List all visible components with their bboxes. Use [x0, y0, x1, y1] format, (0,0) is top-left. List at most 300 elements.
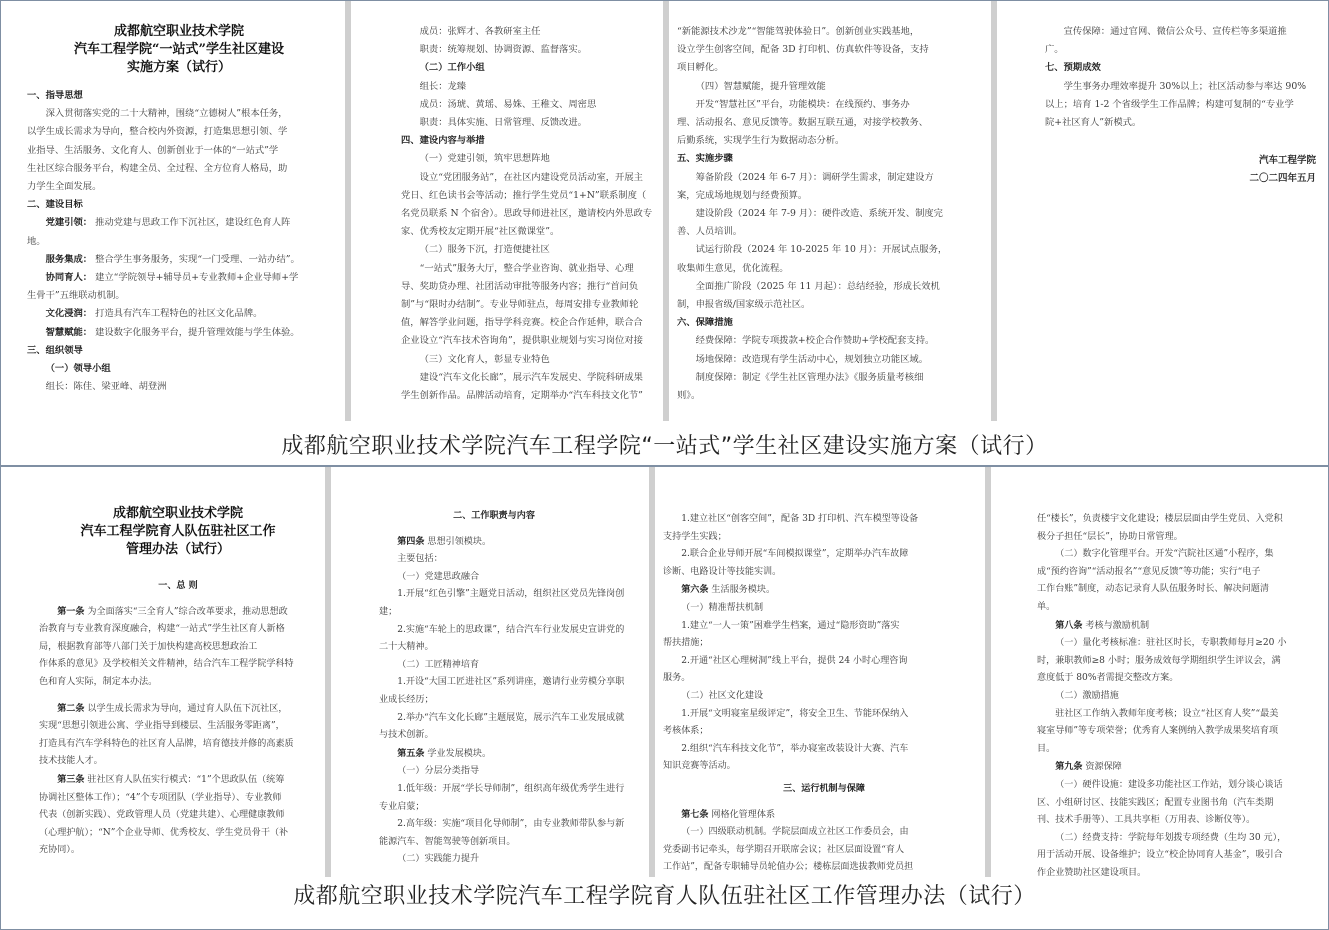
- bold-lead: 协同育人：: [45, 272, 93, 284]
- line-text: 推动党建与思政工作下沉社区，建设红色育人阵: [95, 217, 291, 229]
- line-text: 一、指导思想: [27, 90, 83, 101]
- line-text: 考核与激励机制: [1085, 620, 1150, 631]
- text-line: [39, 825, 317, 843]
- plan-title-line: 成都航空职业技术学院: [113, 24, 244, 39]
- rules-section-heading: 一、总 则: [158, 580, 198, 591]
- line-text: 党委副书记牵头，每学期召开联席会议；社区层面设置“育人: [663, 844, 905, 855]
- text-line: [677, 260, 991, 278]
- text-line: [1037, 511, 1320, 529]
- text-line: [1037, 758, 1320, 777]
- text-line: [677, 332, 991, 350]
- line-text: 刊、技术手册等）、工具共享柜（万用表、诊断仪等）。: [1037, 815, 1256, 826]
- line-text: 职责：具体实施、日常管理、反馈改进。: [419, 117, 587, 129]
- line-text: 意度低于 80%者需提交整改方案。: [1037, 673, 1179, 684]
- line-text: 单。: [1037, 601, 1056, 612]
- text-line: [677, 296, 991, 314]
- line-text: 2.举办“汽车文化长廊”主题展览，展示汽车工业发展成就: [397, 712, 625, 723]
- line-text: 建设“汽车文化长廊”，展示汽车发展史、学院科研成果: [419, 371, 643, 383]
- text-line: [677, 369, 991, 387]
- text-line: [379, 834, 649, 852]
- line-text: 试运行阶段（2024 年 10-2025 年 10 月）：开展试点服务，: [695, 244, 948, 256]
- text-line: [1037, 599, 1320, 617]
- text-line: [1037, 795, 1320, 813]
- management-rules-panel: [0, 466, 1329, 930]
- text-line: [1037, 741, 1320, 759]
- bold-lead: 党建引领：: [45, 217, 93, 229]
- text-line: [1037, 830, 1320, 848]
- line-text: 服务。: [663, 673, 691, 684]
- line-text: （二）服务下沉，打造便捷社区: [419, 244, 550, 256]
- line-text: 项目孵化。: [677, 62, 724, 74]
- line-text: 四、建设内容与举措: [401, 135, 485, 147]
- text-line: [379, 657, 649, 675]
- line-text: 企业设立“汽车技术咨询角”，提供职业规划与实习岗位对接: [401, 335, 643, 347]
- line-text: 成“预约咨询”“活动报名”“意见反馈”等功能；实行“电子: [1037, 566, 1261, 577]
- plan-title: [27, 23, 331, 77]
- bold-lead: 服务集成：: [45, 253, 93, 265]
- rules-page-4-body: [1037, 511, 1320, 877]
- text-line: [27, 305, 331, 323]
- bold-lead: 第六条: [681, 584, 709, 596]
- text-line: [677, 278, 991, 296]
- line-text: 二十大精神。: [379, 642, 434, 653]
- line-text: 案，完成场地规划与经费预算。: [677, 189, 808, 201]
- rules-section-heading: 三、运行机制与保障: [783, 782, 865, 794]
- line-text: 制，申报省级/国家级示范社区。: [677, 299, 811, 311]
- line-text: 诊断、电路设计等技能实训。: [663, 566, 782, 577]
- rules-page-3-body: [663, 511, 985, 776]
- text-line: [401, 59, 663, 77]
- text-line: [1037, 617, 1320, 636]
- line-text: （二）经费支持：学院每年划拨专项经费（生均 30 元），: [1055, 832, 1287, 843]
- line-text: 支持学生实践；: [663, 531, 727, 542]
- line-text: 2.开通“社区心理树洞”线上平台，提供 24 小时心理咨询: [681, 655, 908, 666]
- text-line: [27, 324, 331, 342]
- text-line: [677, 205, 991, 223]
- line-text: 驻社区工作纳入教师年度考核；设立“社区育人奖”“最美: [1055, 708, 1279, 719]
- text-line: [1037, 706, 1320, 724]
- text-line: [663, 529, 985, 547]
- text-line: [401, 150, 663, 168]
- line-text: 则》。: [677, 390, 701, 402]
- bold-lead: 第四条: [397, 535, 425, 547]
- line-text: 院+社区育人”新模式。: [1045, 117, 1142, 129]
- text-line: [379, 851, 649, 869]
- line-text: 建；: [379, 606, 398, 617]
- text-line: [27, 178, 331, 196]
- text-line: [663, 653, 985, 671]
- text-line: [401, 314, 663, 332]
- line-text: 寝室导师”等专项荣誉；优秀育人案例纳入教学成果奖培育项: [1037, 726, 1279, 737]
- line-text: （一）量化考核标准：驻社区时长，专职教师每月≥20 小: [1055, 638, 1287, 649]
- text-line: [663, 842, 985, 860]
- rules-title-line: 汽车工程学院育人队伍驻社区工作: [80, 524, 276, 539]
- line-text: 业成长经历；: [379, 694, 434, 705]
- text-line: [401, 296, 663, 314]
- line-text: 全面推广阶段（2025 年 11 月起）：总结经验，形成长效机: [695, 280, 940, 292]
- text-line: [1037, 865, 1320, 877]
- text-line: [39, 700, 317, 719]
- plan-page-4: [997, 1, 1329, 421]
- text-line: [663, 564, 985, 582]
- text-line: [401, 132, 663, 150]
- bold-lead: 第五条: [397, 747, 425, 759]
- text-line: [379, 799, 649, 817]
- text-line: [401, 205, 663, 223]
- plan-caption: 成都航空职业技术学院汽车工程学院“一站式”学生社区建设实施方案（试行）: [281, 434, 1048, 459]
- line-text: 2.高年级：实施“项目化导师制”，由专业教师带队参与新: [397, 819, 625, 830]
- rules-caption: 成都航空职业技术学院汽车工程学院育人队伍驻社区工作管理办法（试行）: [293, 884, 1036, 909]
- line-text: （二）社区文化建设: [681, 690, 764, 701]
- line-text: 生社区综合服务平台，构建全员、全过程、全方位育人格局，助: [27, 162, 288, 174]
- text-line: [1037, 546, 1320, 564]
- text-line: [677, 187, 991, 205]
- text-line: [677, 59, 991, 77]
- line-text: 1.开展“文明寝室星级评定”，将安全卫生、节能环保纳入: [681, 708, 909, 719]
- line-text: 筹备阶段（2024 年 6-7 月）：调研学生需求，制定建设方: [695, 171, 934, 183]
- line-text: 成员：张辉才、各教研室主任: [419, 26, 541, 37]
- line-text: 六、保障措施: [677, 317, 733, 329]
- text-line: [379, 816, 649, 834]
- text-line: [1037, 635, 1320, 653]
- line-text: 学生创新作品。品牌活动培育，定期举办“汽车科技文化节”: [401, 390, 643, 402]
- text-line: [1037, 529, 1320, 547]
- text-line: [677, 114, 991, 132]
- line-text: 局，根据教育部等八部门关于加快构建高校思想政治工: [39, 641, 258, 652]
- text-line: [27, 251, 331, 269]
- line-text: 为全面落实“三全育人”综合改革要求，推动思想政: [87, 606, 288, 617]
- line-text: 整合学生事务服务，实现“一门受理、一站办结”。: [95, 253, 300, 265]
- line-text: 导、奖助贷办理、社团活动审批等服务内容；推行“首问负: [401, 280, 639, 292]
- text-line: [663, 670, 985, 688]
- text-line: [379, 586, 649, 604]
- bold-lead: 第七条: [681, 808, 709, 820]
- line-text: 专业启蒙；: [379, 801, 425, 812]
- line-text: 制”与“限时办结制”。专业导师驻点，每周安排专业教师轮: [401, 299, 639, 311]
- text-line: [401, 369, 663, 387]
- text-line: [1045, 41, 1316, 59]
- text-line: [39, 603, 317, 622]
- plan-page-3-body: [677, 23, 991, 405]
- line-text: 1.建立社区“创客空间”，配备 3D 打印机、汽车模型等设备: [681, 514, 919, 524]
- line-text: 设立学生创客空间，配备 3D 打印机、仿真软件等设备，支持: [677, 44, 929, 56]
- line-text: 七、预期成效: [1045, 62, 1101, 74]
- text-line: [27, 142, 331, 160]
- line-text: 网格化管理体系: [711, 809, 776, 820]
- line-text: 制度保障：制定《学生社区管理办法》《服务质量考核细: [695, 371, 924, 383]
- bold-lead: 第八条: [1055, 619, 1083, 631]
- line-text: （二）实践能力提升: [397, 854, 480, 865]
- line-text: 力学生全面发展。: [27, 181, 102, 193]
- text-line: [1045, 59, 1316, 77]
- plan-title-line: 汽车工程学院“一站式”学生社区建设: [74, 42, 284, 57]
- text-line: [663, 741, 985, 759]
- plan-sign-org: 汽车工程学院: [1258, 155, 1316, 167]
- plan-page-2-body: [401, 23, 663, 405]
- text-line: [379, 551, 649, 569]
- rules-page-3-body-2: [663, 806, 985, 877]
- line-text: 善、人员培训。: [677, 226, 743, 238]
- text-line: [1037, 564, 1320, 582]
- line-text: （二）激励措施: [1055, 690, 1119, 701]
- bold-lead: 第三条: [57, 773, 85, 785]
- text-line: [1045, 96, 1316, 114]
- text-line: [1037, 581, 1320, 599]
- text-line: [663, 546, 985, 564]
- text-line: [39, 753, 317, 771]
- line-text: 收集师生意见，优化流程。: [677, 262, 789, 274]
- line-text: 生活服务模块。: [711, 585, 776, 596]
- line-text: 2.实施“车轮上的思政课”，结合汽车行业发展史宣讲党的: [397, 624, 625, 635]
- text-line: [27, 160, 331, 178]
- line-text: （一）分层分类指导: [397, 766, 480, 777]
- text-line: [401, 114, 663, 132]
- line-text: （二）数字化管理平台。开发“汽院社区通”小程序，集: [1055, 549, 1274, 560]
- plan-page-1: [1, 1, 341, 421]
- line-text: 党日、红色读书会等活动；推行学生党员“1+N”联系制度（: [401, 189, 647, 201]
- text-line: [663, 635, 985, 653]
- plan-page-2: [351, 1, 663, 421]
- plan-page-1-body: [27, 87, 331, 396]
- text-line: [677, 314, 991, 332]
- text-line: [39, 807, 317, 825]
- rules-page-2: [331, 467, 649, 877]
- rules-title-line: 成都航空职业技术学院: [112, 506, 243, 521]
- line-text: 设立“党团服务站”，在社区内建设党员活动室，开展主: [419, 171, 643, 183]
- text-line: [677, 78, 991, 96]
- text-line: [677, 96, 991, 114]
- text-line: [27, 123, 331, 141]
- line-text: 思想引领模块。: [427, 536, 492, 547]
- text-line: [39, 842, 317, 860]
- text-line: [663, 806, 985, 825]
- line-text: 后勤系统，实现学生行为数据动态分析。: [677, 135, 845, 147]
- line-text: 三、组织领导: [27, 344, 83, 356]
- line-text: 工作台账”制度，动态记录育人队伍服务时长、解决问题清: [1037, 584, 1269, 595]
- line-text: 值，解答学业问题，指导学科竞赛。校企合作延伸，联合合: [401, 317, 643, 329]
- text-line: [401, 387, 663, 405]
- text-line: [379, 763, 649, 781]
- line-text: 资源保障: [1085, 762, 1122, 773]
- line-text: 1.开展“红色引擎”主题党日活动，组织社区党员先锋岗创: [397, 589, 625, 600]
- line-text: 1.建立“一人一策”困难学生档案，通过“隐形资助”落实: [681, 620, 900, 631]
- text-line: [27, 287, 331, 305]
- line-text: 1.低年级：开展“学长导师制”，组织高年级优秀学生进行: [397, 783, 625, 794]
- line-text: 1.开设“大国工匠进社区”系列讲座，邀请行业劳模分享职: [397, 677, 625, 688]
- line-text: 帮扶措施；: [663, 638, 709, 649]
- plan-page-4-body: [1045, 23, 1316, 132]
- plan-sign-date: 二〇二四年五月: [1249, 173, 1316, 185]
- line-text: 2.联合企业导师开展“车间模拟课堂”，定期举办汽车故障: [681, 549, 909, 560]
- line-text: 时，兼职教师≥8 小时；服务成效每学期组织学生评议会，满: [1037, 655, 1281, 666]
- text-line: [401, 169, 663, 187]
- text-line: [677, 241, 991, 259]
- line-text: 二、建设目标: [27, 199, 83, 211]
- line-text: 主要包括：: [397, 554, 443, 565]
- line-text: 能源汽车、智能驾驶等创新项目。: [379, 836, 516, 847]
- line-text: 知识竞赛等活动。: [663, 761, 736, 772]
- line-text: 作企业赞助社区建设项目。: [1037, 867, 1147, 877]
- line-text: 宣传保障：通过官网、微信公众号、宣传栏等多渠道推: [1063, 26, 1287, 37]
- line-text: 理、活动报名、意见反馈等。数据互联互通，对接学校教务、: [677, 117, 929, 129]
- line-text: 名党员联系 N 个宿舍）。思政导师进社区，邀请校内外思政专: [401, 208, 653, 220]
- line-text: 作体系的意见》及学校相关文件精神，结合汽车工程学院学科特: [39, 659, 294, 670]
- line-text: 充协同）。: [39, 845, 80, 856]
- text-line: [27, 378, 331, 396]
- bold-lead: 第九条: [1055, 761, 1083, 773]
- text-line: [663, 824, 985, 842]
- text-line: [27, 233, 331, 251]
- text-line: [401, 260, 663, 278]
- line-text: 与技术创新。: [379, 730, 434, 741]
- bold-lead: 第一条: [57, 605, 85, 617]
- line-text: （一）党建引领，筑牢思想阵地: [419, 153, 550, 165]
- line-text: 协调社区整体工作）；“4”个专项团队（学业指导）、专业教师: [39, 792, 282, 803]
- text-line: [1037, 670, 1320, 688]
- text-line: [27, 360, 331, 378]
- rules-title: [39, 505, 317, 559]
- line-text: 经费保障：学院专项拨款+校企合作赞助+学校配套支持。: [695, 335, 935, 347]
- text-line: [677, 23, 991, 41]
- text-line: [39, 771, 317, 790]
- text-line: [677, 169, 991, 187]
- line-text: （一）四级联动机制。学院层面成立社区工作委员会，由: [681, 827, 909, 838]
- line-text: 家、优秀校友定期开展“社区微课堂”。: [401, 226, 560, 238]
- line-text: “新能源技术沙龙”“智能驾驶体验日”。创新创业实践基地，: [677, 26, 920, 37]
- line-text: 色和育人实际，制定本办法。: [39, 676, 158, 687]
- text-line: [677, 351, 991, 369]
- text-line: [401, 96, 663, 114]
- rules-title-line: 管理办法（试行）: [125, 542, 230, 557]
- line-text: 用于活动开展、设备维护；设立“校企协同育人基金”，吸引合: [1037, 850, 1283, 861]
- text-line: [39, 692, 317, 700]
- text-line: [663, 758, 985, 776]
- rules-page-1-body: [39, 603, 317, 860]
- text-line: [27, 196, 331, 214]
- line-text: 深入贯彻落实党的二十大精神，围绕“立德树人”根本任务，: [45, 108, 288, 120]
- text-line: [401, 187, 663, 205]
- text-line: [379, 569, 649, 587]
- plan-page-3: [669, 1, 991, 421]
- line-text: 建立“学院领导+辅导员+专业教师+企业导师+学: [95, 272, 299, 284]
- text-line: [39, 790, 317, 808]
- text-line: [663, 723, 985, 741]
- text-line: [663, 859, 985, 877]
- line-text: 实现“思想引领进公寓、学业指导到楼层、生活服务零距离”，: [39, 721, 285, 732]
- line-text: 组长：龙臻: [419, 80, 467, 92]
- text-line: [401, 241, 663, 259]
- line-text: 考核体系；: [663, 726, 709, 737]
- rules-page-3: [655, 467, 985, 877]
- line-text: 打造具有汽车学科特色的社区育人品牌，培育德技并修的高素质: [39, 738, 294, 749]
- text-line: [379, 692, 649, 710]
- line-text: （一）精准帮扶机制: [681, 602, 764, 613]
- text-line: [379, 710, 649, 728]
- line-text: 学业发展模块。: [427, 748, 492, 759]
- text-line: [379, 604, 649, 622]
- text-line: [401, 78, 663, 96]
- rules-page-4: [991, 467, 1329, 877]
- text-line: [1045, 114, 1316, 132]
- text-line: [39, 736, 317, 754]
- text-line: [663, 688, 985, 706]
- line-text: 驻社区育人队伍实行模式：“1”个思政队伍（统筹: [87, 774, 285, 785]
- line-text: 组长：陈佳、梁亚峰、胡登洲: [45, 381, 167, 393]
- text-line: [39, 656, 317, 674]
- line-text: 职责：统筹规划、协调资源、监督落实。: [419, 44, 587, 56]
- line-text: （一）领导小组: [45, 363, 111, 375]
- text-line: [27, 87, 331, 105]
- text-line: [1037, 777, 1320, 795]
- line-text: 建设阶段（2024 年 7-9 月）：硬件改造、系统开发、制度完: [695, 208, 943, 220]
- line-text: 广。: [1045, 44, 1064, 56]
- line-text: （二）工匠精神培育: [397, 659, 480, 670]
- text-line: [27, 105, 331, 123]
- text-line: [379, 639, 649, 657]
- text-line: [663, 581, 985, 600]
- line-text: 生骨干”五维联动机制。: [27, 290, 125, 302]
- text-line: [379, 533, 649, 552]
- line-text: （一）硬件设施：建设多功能社区工作站，划分谈心谈话: [1055, 779, 1283, 790]
- line-text: （三）文化育人，彰显专业特色: [419, 353, 550, 365]
- plan-title-line: 实施方案（试行）: [126, 60, 231, 75]
- text-line: [1037, 812, 1320, 830]
- line-text: 五、实施步骤: [677, 153, 733, 165]
- text-line: [1037, 688, 1320, 706]
- line-text: 地。: [27, 235, 46, 247]
- line-text: 场地保障：改造现有学生活动中心，规划独立功能区域。: [695, 353, 929, 365]
- line-text: 成员：汤琥、黄瑶、易姝、王稚文、周密思: [419, 98, 597, 110]
- text-line: [1045, 23, 1316, 41]
- line-text: 极分子担任“层长”，协助日常管理。: [1037, 531, 1183, 542]
- text-line: [663, 618, 985, 636]
- text-line: [39, 718, 317, 736]
- line-text: 代表（创新实践）、党政管理人员（党建共建）、心理健康教师: [39, 810, 285, 821]
- line-text: 治教育与专业教育深度融合，构建“一站式”学生社区育人新格: [39, 624, 285, 635]
- text-line: [663, 511, 985, 529]
- line-text: 工作站”，配备专职辅导员轮值办公；楼栋层面选拔教师党员担: [663, 862, 914, 873]
- rules-page-1: [1, 467, 323, 877]
- text-line: [27, 214, 331, 232]
- text-line: [379, 622, 649, 640]
- text-line: [1037, 723, 1320, 741]
- text-line: [379, 727, 649, 745]
- line-text: 业指导、生活服务、文化育人、创新创业于一体的“一站式”学: [27, 144, 279, 156]
- bold-lead: 第二条: [57, 702, 85, 714]
- text-line: [1045, 78, 1316, 96]
- text-line: [401, 351, 663, 369]
- text-line: [379, 674, 649, 692]
- line-text: 以学生成长需求为导向，整合校内外资源，打造集思想引领、学: [27, 126, 288, 138]
- text-line: [677, 41, 991, 59]
- text-line: [401, 223, 663, 241]
- rules-page-2-body: [379, 533, 649, 869]
- rules-section-heading: 二、工作职责与内容: [453, 510, 535, 521]
- line-text: 以上；培育 1-2 个省级学生工作品牌；构建可复制的“专业学: [1045, 98, 1294, 110]
- text-line: [27, 342, 331, 360]
- line-text: 学生事务办理效率提升 30%以上；社区活动参与率达 90%: [1063, 80, 1307, 92]
- text-line: [401, 332, 663, 350]
- line-text: “一站式”服务大厅，整合学业咨询、就业指导、心理: [419, 262, 634, 274]
- text-line: [663, 600, 985, 618]
- line-text: （一）党建思政融合: [397, 571, 480, 582]
- text-line: [1037, 847, 1320, 865]
- line-text: 开发“智慧社区”平台，功能模块：在线预约、事务办: [695, 98, 910, 110]
- line-text: 打造具有汽车工程特色的社区文化品牌。: [95, 308, 263, 320]
- line-text: 任“楼长”，负责楼宇文化建设；楼层层面由学生党员、入党积: [1037, 514, 1283, 524]
- text-line: [663, 706, 985, 724]
- text-line: [401, 41, 663, 59]
